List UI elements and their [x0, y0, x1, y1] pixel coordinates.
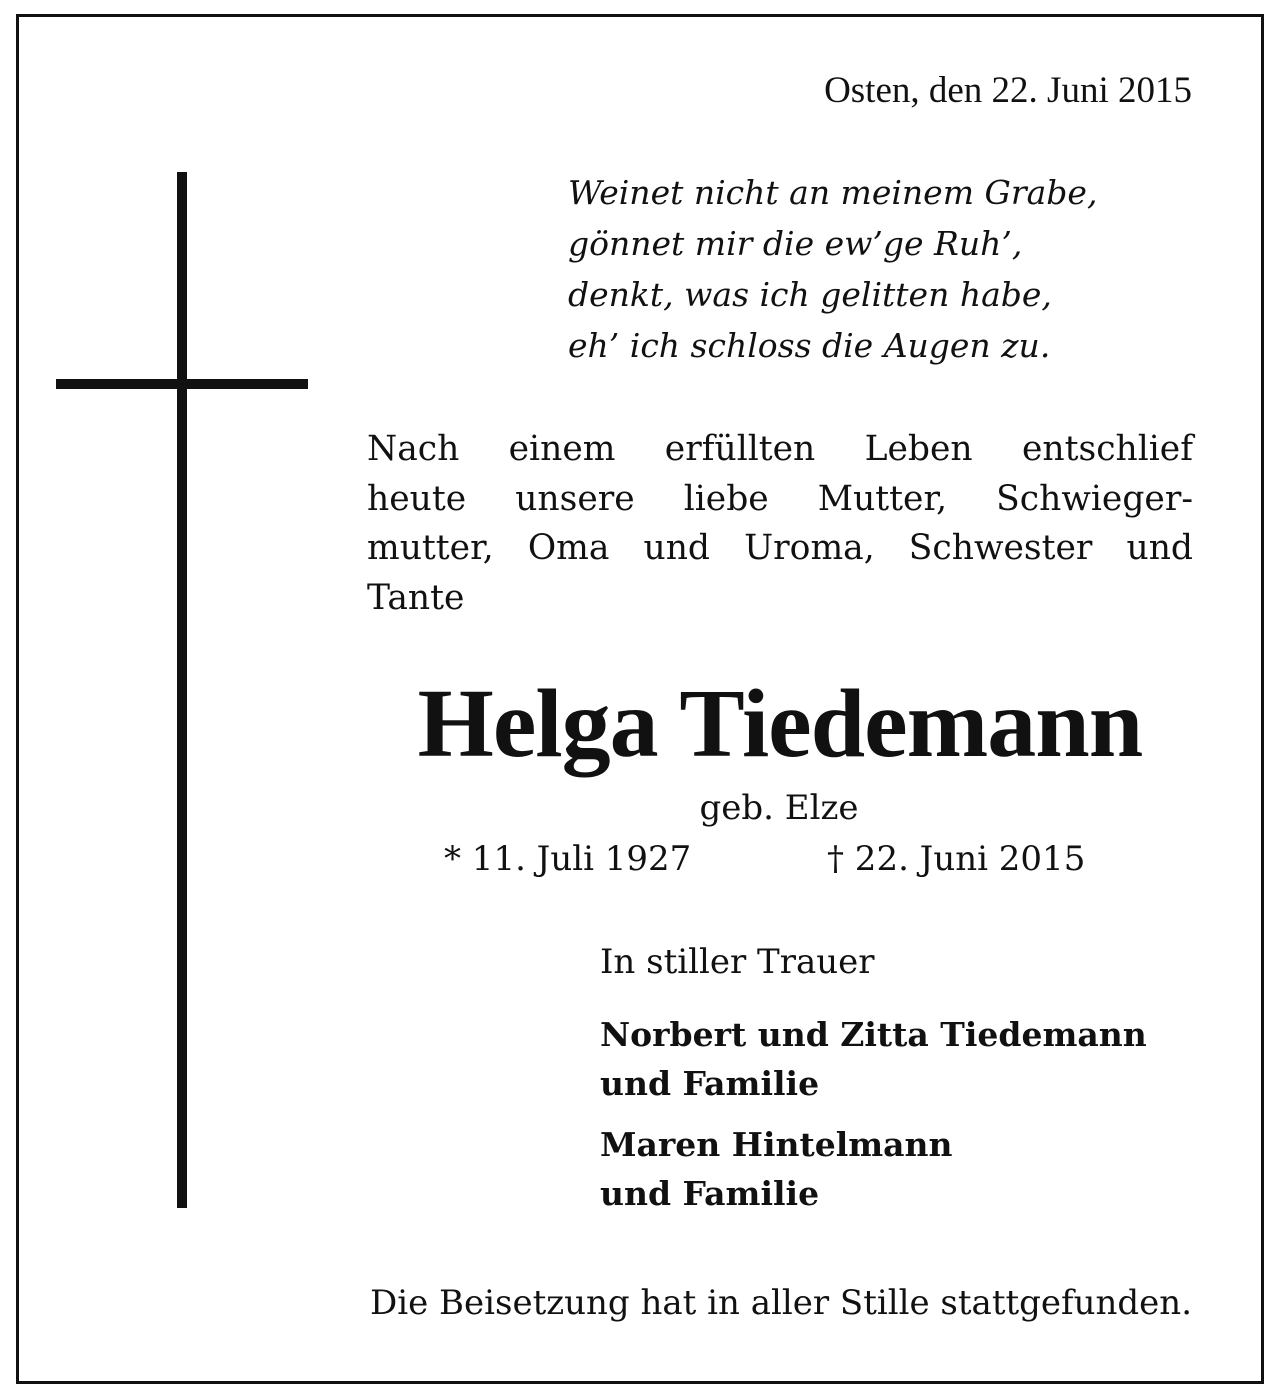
intro-line: Tante [367, 577, 465, 618]
poem-line: eh’ ich schloss die Augen zu. [568, 326, 1051, 365]
mourner-group [600, 1010, 1147, 1108]
burial-note: Die Beisetzung hat in aller Stille stattgefunden. [369, 1283, 1192, 1323]
birth-name: geb. Elze [699, 788, 859, 828]
poem [568, 167, 1097, 371]
intro-text [367, 425, 1193, 623]
cross-icon [177, 172, 187, 1208]
mourner-family: und Familie [600, 1174, 820, 1213]
intro-line: heute unsere liebe Mutter, Schwieger- [367, 478, 1193, 519]
mourning-label: In stiller Trauer [600, 942, 875, 982]
mourner-group [600, 1120, 1147, 1218]
deceased-name: Helga Tiedemann [417, 670, 1143, 778]
poem-line: gönnet mir die ew’ge Ruh’, [568, 224, 1023, 263]
mourner-name: Maren Hintelmann [600, 1125, 953, 1164]
mourners-list [600, 1010, 1147, 1230]
intro-line: Nach einem erfüllten Leben entschlief [367, 429, 1193, 469]
cross-icon-bar [56, 379, 308, 389]
poem-line: denkt, was ich gelitten habe, [568, 275, 1052, 314]
death-date: † 22. Juni 2015 [827, 839, 1086, 879]
mourner-name: Norbert und Zitta Tiedemann [600, 1015, 1147, 1054]
intro-line: mutter, Oma und Uroma, Schwester und [367, 528, 1193, 568]
birth-date: * 11. Juli 1927 [444, 839, 692, 879]
place-date: Osten, den 22. Juni 2015 [824, 70, 1192, 111]
mourner-family: und Familie [600, 1064, 820, 1103]
poem-line: Weinet nicht an meinem Grabe, [568, 173, 1098, 212]
